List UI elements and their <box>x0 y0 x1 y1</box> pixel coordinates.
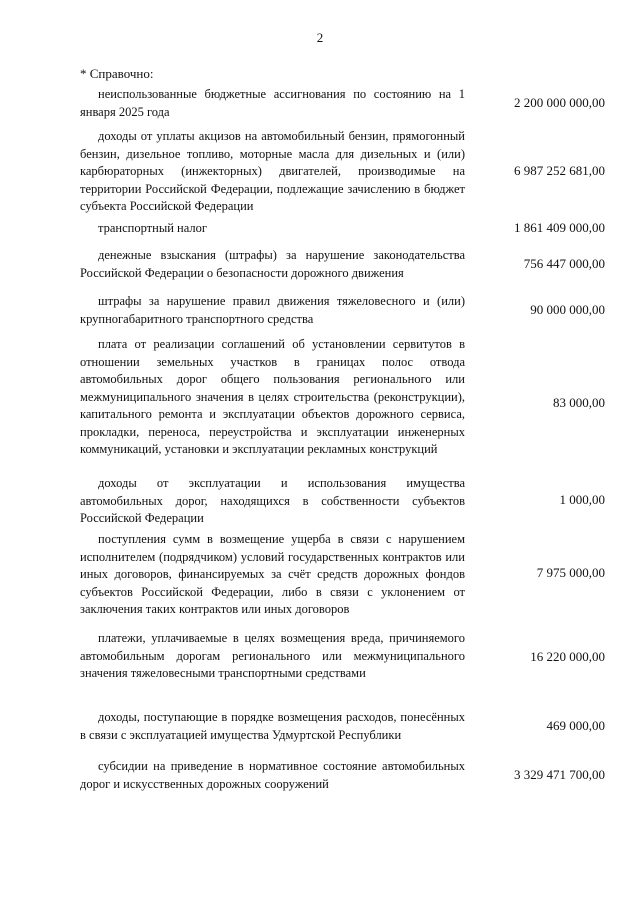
row-amount: 6 987 252 681,00 <box>514 163 605 178</box>
row-description: штрафы за нарушение правил движения тяжеловесного и (или) крупногабаритного транспортного средства <box>80 294 465 326</box>
row-amount: 1 861 409 000,00 <box>514 220 605 235</box>
row-amount: 90 000 000,00 <box>530 302 605 317</box>
row-description: плата от реализации соглашений об установлении сервитутов в отношении земельных участков в границах полос отвода автомобильных дорог общего пользования регионального или межмуниципального значения в целях строительства (реконструкции), капитального ремонта и эксплуатации объектов дорожного сервиса, прокладки, переноса, переустройства и эксплуатации инженерных коммуникаций, установки и эксплуатации рекламных конструкций <box>80 337 465 456</box>
row-description: платежи, уплачиваемые в целях возмещения вреда, причиняемого автомобильным дорогам регионального или межмуниципального значения тяжеловесными транспортными средствами <box>80 631 465 680</box>
row-amount: 756 447 000,00 <box>523 256 605 271</box>
row-description: транспортный налог <box>98 221 208 235</box>
row-description: денежные взыскания (штрафы) за нарушение законодательства Российской Федерации о безопасности дорожного движения <box>80 248 465 280</box>
row-amount: 3 329 471 700,00 <box>514 767 605 782</box>
row-description: доходы, поступающие в порядке возмещения расходов, понесённых в связи с эксплуатацией имущества Удмуртской Республики <box>80 710 465 742</box>
row-amount: 7 975 000,00 <box>536 565 605 580</box>
reference-heading: * Справочно: <box>80 66 154 81</box>
row-description: неиспользованные бюджетные ассигнования по состоянию на 1 января 2025 года <box>80 87 465 119</box>
row-amount: 469 000,00 <box>546 718 605 733</box>
row-amount: 83 000,00 <box>553 395 605 410</box>
row-description: доходы от эксплуатации и использования имущества автомобильных дорог, находящихся в собственности субъектов Российской Федерации <box>80 476 465 525</box>
row-description: субсидии на приведение в нормативное состояние автомобильных дорог и искусственных дорожных сооружений <box>80 759 465 791</box>
row-amount: 16 220 000,00 <box>530 649 605 664</box>
row-amount: 1 000,00 <box>559 492 605 507</box>
row-amount: 2 200 000 000,00 <box>514 95 605 110</box>
page-number: 2 <box>316 30 324 45</box>
row-description: доходы от уплаты акцизов на автомобильный бензин, прямогонный бензин, дизельное топливо, моторные масла для дизельных и (или) карбюраторных (инжекторных) двигателей, производимые на территории Российской Федерации, подлежащие зачислению в бюджет субъекта Российской Федерации <box>80 129 465 213</box>
row-description: поступления сумм в возмещение ущерба в связи с нарушением исполнителем (подрядчиком) условий государственных контрактов или иных договоров, финансируемых за счёт средств дорожных фондов субъектов Российской Федерации, либо в связи с уклонением от заключения таких контрактов или иных договоров <box>80 532 465 616</box>
